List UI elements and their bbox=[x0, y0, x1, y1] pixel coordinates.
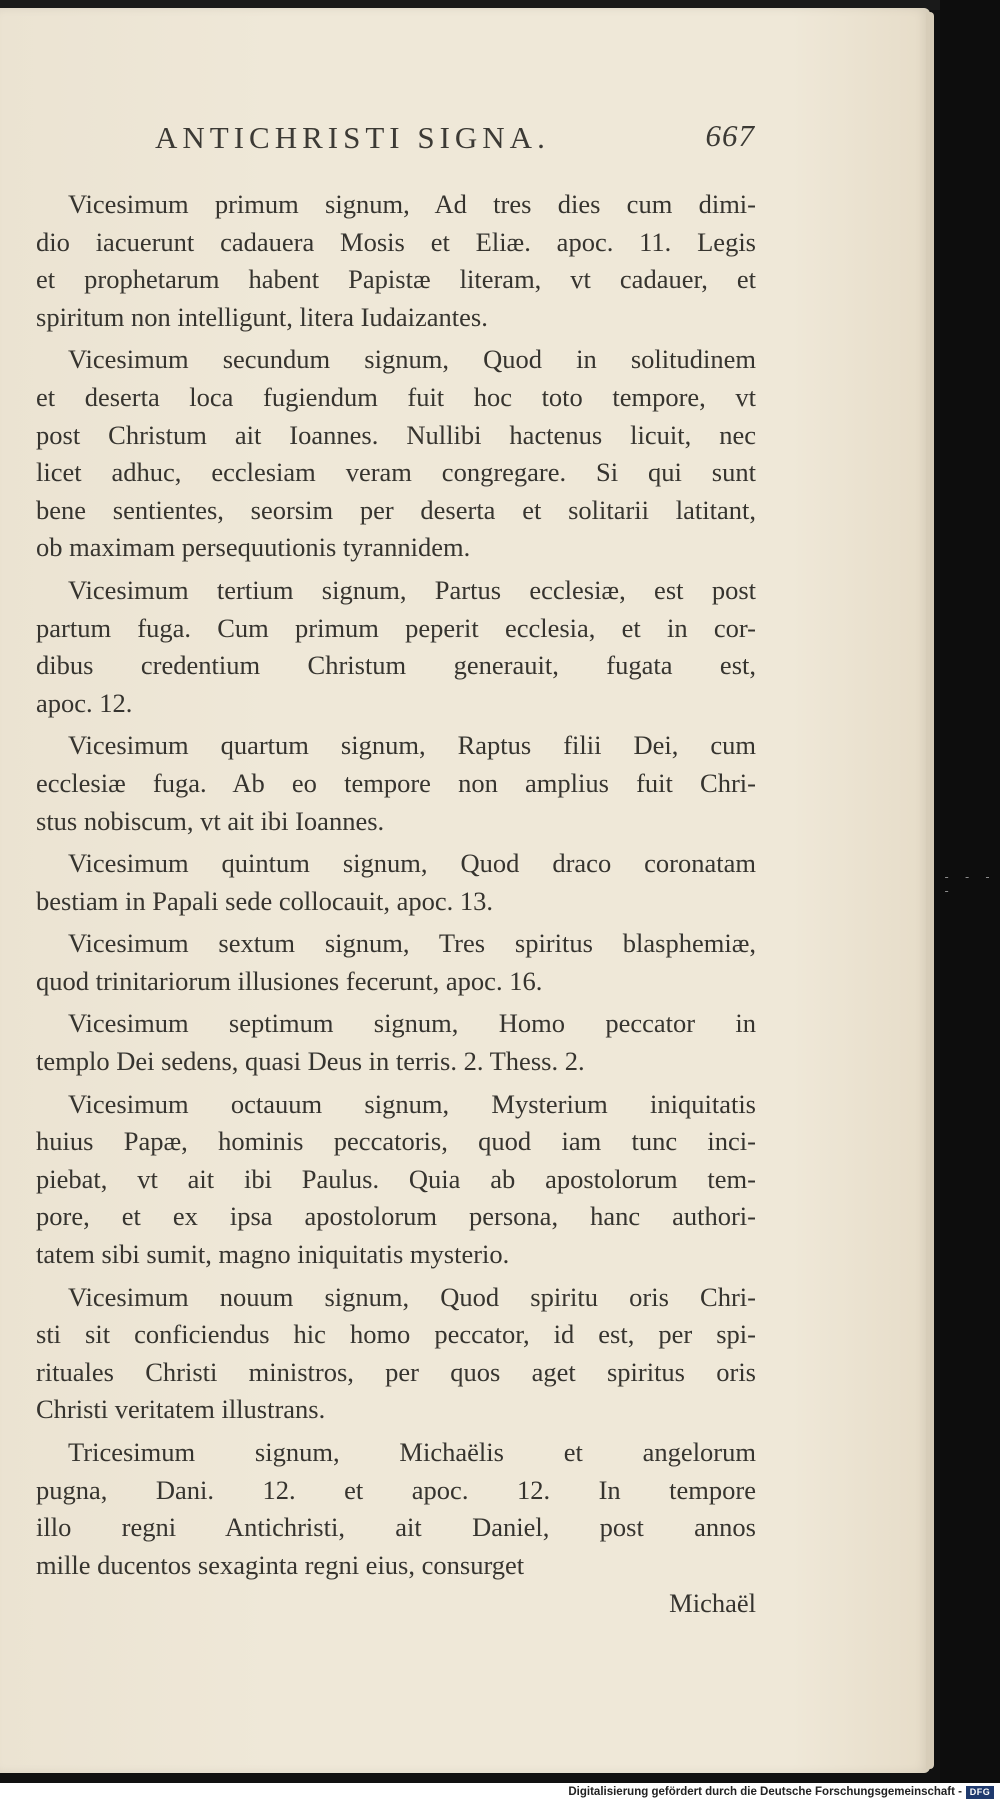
paragraph bbox=[36, 1279, 756, 1429]
paragraph bbox=[36, 572, 756, 722]
text-line: Vicesimum quintum signum, Quod draco coronatam bbox=[68, 848, 756, 879]
page-edge bbox=[926, 12, 934, 1769]
text-line: Vicesimum septimum signum, Homo peccator in bbox=[68, 1008, 756, 1039]
text-line: Vicesimum primum signum, Ad tres dies cum dimi- bbox=[68, 189, 756, 219]
book-page bbox=[0, 8, 930, 1773]
text-line: illo regni Antichristi, ait Daniel, post annos bbox=[36, 1512, 756, 1543]
scan-edge-marks: - - - - bbox=[943, 870, 995, 898]
text-line: Vicesimum tertium signum, Partus ecclesiæ, est post bbox=[68, 574, 756, 605]
text-line: dio iacuerunt cadauera Mosis et Eliæ. apoc. 11. Legis bbox=[36, 226, 756, 257]
text-line: partum fuga. Cum primum peperit ecclesia, et in cor- bbox=[36, 612, 756, 643]
paragraph bbox=[36, 1434, 756, 1584]
text-line: Vicesimum nouum signum, Quod spiritu oris Chri- bbox=[68, 1281, 756, 1312]
text-line: stus nobiscum, vt ait ibi Ioannes. bbox=[36, 805, 385, 836]
text-line: dibus credentium Christum generauit, fugata est, bbox=[36, 650, 756, 681]
text-line: post Christum ait Ioannes. Nullibi hactenus licuit, nec bbox=[36, 419, 756, 450]
paragraph bbox=[36, 186, 756, 336]
text-line: huius Papæ, hominis peccatoris, quod iam tunc inci- bbox=[36, 1126, 756, 1157]
text-line: ecclesiæ fuga. Ab eo tempore non amplius fuit Chri- bbox=[36, 767, 756, 798]
page-header bbox=[155, 120, 755, 160]
paragraph bbox=[36, 845, 756, 920]
funding-credit: Digitalisierung gefördert durch die Deutsche Forschungsgemeinschaft - bbox=[568, 1786, 962, 1798]
text-line: bestiam in Papali sede collocauit, apoc. 13. bbox=[36, 885, 493, 916]
paragraph bbox=[36, 727, 756, 840]
digitization-footer bbox=[0, 1783, 1000, 1803]
text-line: bene sentientes, seorsim per deserta et solitarii latitant, bbox=[36, 494, 756, 525]
text-line: Christi veritatem illustrans. bbox=[36, 1394, 326, 1425]
text-line: ob maximam persequutionis tyrannidem. bbox=[36, 532, 471, 563]
text-line: pore, et ex ipsa apostolorum persona, hanc authori- bbox=[36, 1201, 756, 1232]
text-line: templo Dei sedens, quasi Deus in terris. 2. Thess. 2. bbox=[36, 1046, 585, 1077]
text-line: sti sit conficiendus hic homo peccator, id est, per spi- bbox=[36, 1319, 756, 1350]
paragraph bbox=[36, 1005, 756, 1080]
text-line: Vicesimum quartum signum, Raptus filii Dei, cum bbox=[68, 730, 756, 761]
text-line: Vicesimum secundum signum, Quod in solitudinem bbox=[68, 344, 756, 375]
text-line: Vicesimum octauum signum, Mysterium iniquitatis bbox=[68, 1088, 756, 1119]
catchword: Michaël bbox=[669, 1588, 756, 1618]
text-line: pugna, Dani. 12. et apoc. 12. In tempore bbox=[36, 1474, 756, 1505]
page-number: 667 bbox=[705, 118, 755, 153]
paragraph bbox=[36, 341, 756, 567]
text-line: mille ducentos sexaginta regni eius, consurget bbox=[36, 1549, 525, 1580]
text-line: licet adhuc, ecclesiam veram congregare. Si qui sunt bbox=[36, 457, 756, 488]
text-line: et deserta loca fugiendum fuit hoc toto tempore, vt bbox=[36, 381, 756, 412]
paragraph bbox=[36, 925, 756, 1000]
text-line: piebat, vt ait ibi Paulus. Quia ab apostolorum tem- bbox=[36, 1163, 756, 1194]
paragraph bbox=[36, 1086, 756, 1274]
text-line: spiritum non intelligunt, litera Iudaizantes. bbox=[36, 301, 488, 332]
dfg-logo-icon: DFG bbox=[966, 1786, 994, 1799]
text-line: et prophetarum habent Papistæ literam, vt cadauer, et bbox=[36, 264, 756, 295]
text-line: rituales Christi ministros, per quos aget spiritus oris bbox=[36, 1356, 756, 1387]
text-line: quod trinitariorum illusiones fecerunt, apoc. 16. bbox=[36, 965, 543, 996]
body-text bbox=[36, 186, 756, 1589]
text-line: apoc. 12. bbox=[36, 687, 133, 718]
running-title: ANTICHRISTI SIGNA. bbox=[155, 120, 550, 155]
text-line: Tricesimum signum, Michaëlis et angelorum bbox=[68, 1437, 756, 1467]
text-line: tatem sibi sumit, magno iniquitatis mysterio. bbox=[36, 1239, 510, 1270]
text-line: Vicesimum sextum signum, Tres spiritus blasphemiæ, bbox=[68, 928, 756, 959]
